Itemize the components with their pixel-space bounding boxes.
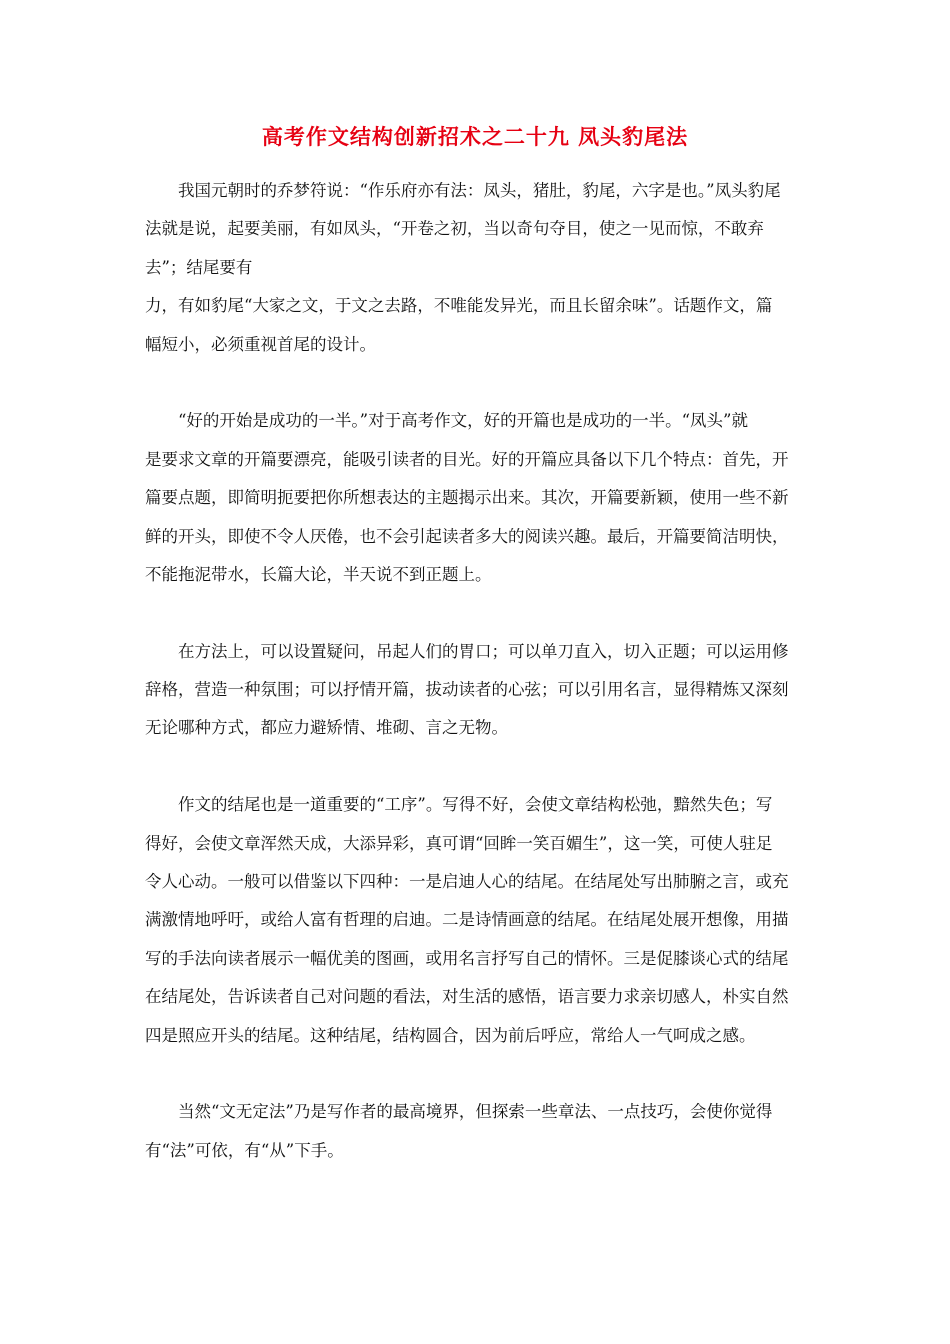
paragraph-line: 得好，会使文章浑然天成，大添异彩，真可谓“回眸一笑百媚生”，这一笑，可使人驻足 bbox=[145, 833, 773, 853]
paragraph-line: 在方法上，可以设置疑问，吊起人们的胃口；可以单刀直入，切入正题；可以运用修 bbox=[178, 641, 789, 661]
paragraph-spacer bbox=[145, 594, 809, 632]
paragraph-line: 写的手法向读者展示一幅优美的图画，或用名言抒写自己的情怀。三是促膝谈心式的结尾 bbox=[145, 948, 789, 968]
paragraph-line: 当然“文无定法”乃是写作者的最高境界，但探索一些章法、一点技巧，会使你觉得 bbox=[178, 1102, 773, 1122]
paragraph-line: 篇要点题，即简明扼要把你所想表达的主题揭示出来。其次，开篇要新颖，使用一些不新 bbox=[145, 488, 789, 508]
paragraph-line: 四是照应开头的结尾。这种结尾，结构圆合，因为前后呼应，常给人一气呵成之感。 bbox=[145, 1025, 756, 1045]
paragraph-2 bbox=[145, 402, 809, 594]
paragraph-line: 在结尾处，告诉读者自己对问题的看法，对生活的感悟，语言要力求亲切感人，朴实自然 bbox=[145, 987, 789, 1007]
paragraph-line: 力，有如豹尾“大家之文，于文之去路，不唯能发异光，而且长留余味”。话题作文，篇 bbox=[145, 296, 773, 316]
paragraph-line: 是要求文章的开篇要漂亮，能吸引读者的目光。好的开篇应具备以下几个特点：首先，开 bbox=[145, 449, 789, 469]
paragraph-line: 辞格，营造一种氛围；可以抒情开篇，拔动读者的心弦；可以引用名言，显得精炼又深刻 bbox=[145, 680, 789, 700]
paragraph-spacer bbox=[145, 1055, 809, 1093]
paragraph-line: 作文的结尾也是一道重要的“工序”。写得不好，会使文章结构松弛，黯然失色；写 bbox=[178, 795, 773, 815]
paragraph-1 bbox=[145, 172, 809, 364]
paragraph-line: 去”；结尾要有 bbox=[145, 257, 253, 277]
paragraph-line: 法就是说，起要美丽，有如凤头，“开卷之初，当以奇句夺目，使之一见而惊，不敢弃 bbox=[145, 219, 764, 239]
paragraph-line: 有“法”可依，有“从”下手。 bbox=[145, 1140, 344, 1160]
paragraph-line: 无论哪种方式，都应力避矫情、堆砌、言之无物。 bbox=[145, 718, 508, 738]
paragraph-line: 满激情地呼吁，或给人富有哲理的启迪。二是诗情画意的结尾。在结尾处展开想像，用描 bbox=[145, 910, 789, 930]
paragraph-spacer bbox=[145, 748, 809, 786]
paragraph-line: 不能拖泥带水，长篇大论，半天说不到正题上。 bbox=[145, 564, 492, 584]
paragraph-spacer bbox=[145, 364, 809, 402]
paragraph-line: 幅短小，必须重视首尾的设计。 bbox=[145, 334, 376, 354]
document-title: 高考作文结构创新招术之二十九 凤头豹尾法 bbox=[261, 124, 689, 149]
paragraph-line: 我国元朝时的乔梦符说：“作乐府亦有法：凤头，猪肚，豹尾，六字是也。”凤头豹尾 bbox=[178, 181, 781, 200]
document-body bbox=[145, 172, 809, 1170]
paragraph-line: 令人心动。一般可以借鉴以下四种：一是启迪人心的结尾。在结尾处写出肺腑之言，或充 bbox=[145, 872, 789, 892]
paragraph-5 bbox=[145, 1093, 809, 1170]
paragraph-4 bbox=[145, 786, 809, 1055]
paragraph-3 bbox=[145, 633, 809, 748]
paragraph-line: “好的开始是成功的一半。”对于高考作文，好的开篇也是成功的一半。“凤头”就 bbox=[178, 411, 748, 431]
paragraph-line: 鲜的开头，即使不令人厌倦，也不会引起读者多大的阅读兴趣。最后，开篇要简洁明快， bbox=[145, 526, 789, 546]
